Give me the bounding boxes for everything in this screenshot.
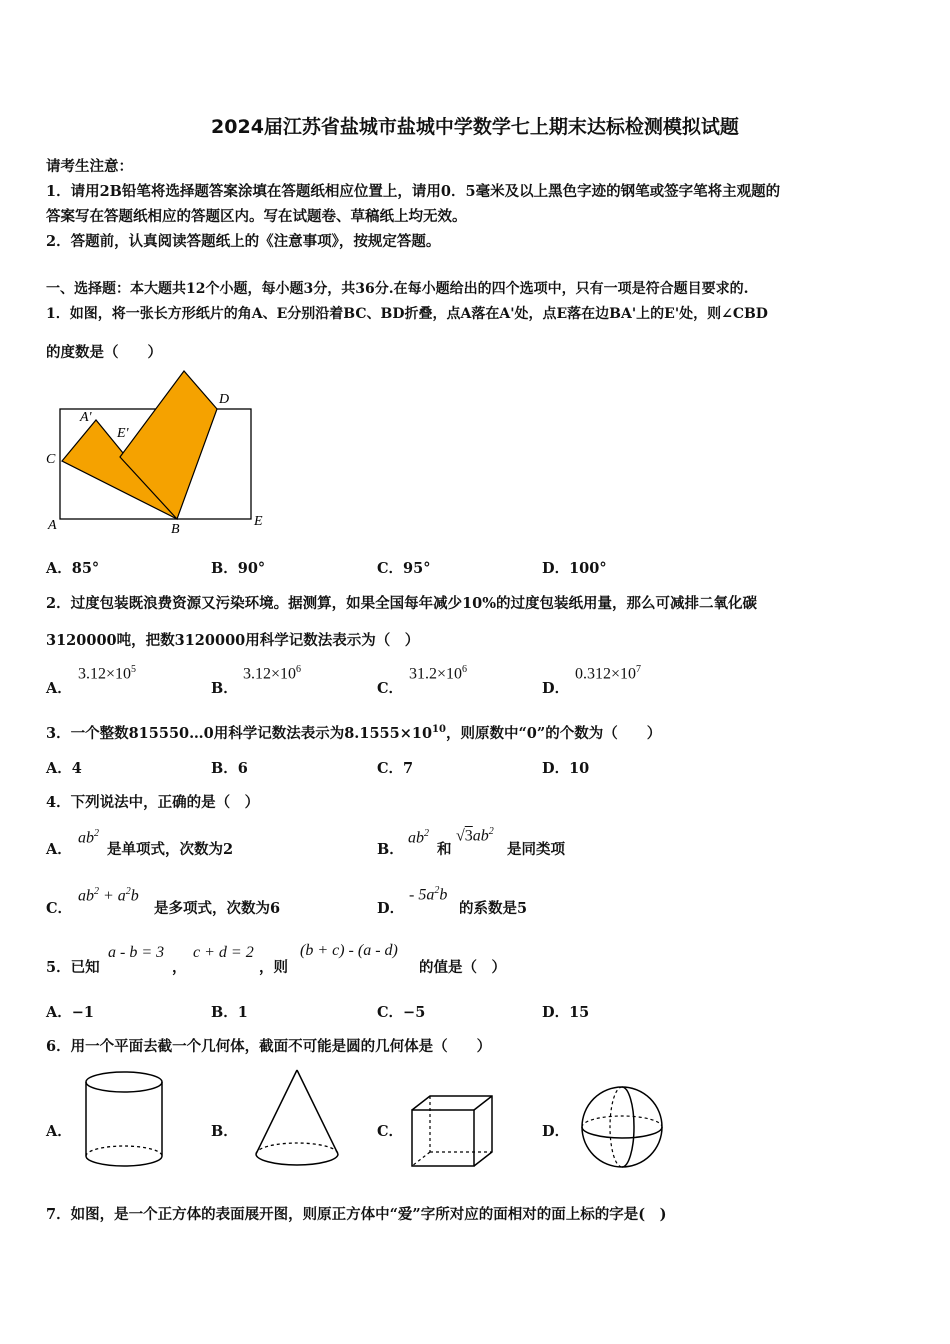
notice-line-2: 答案写在答题纸相应的答题区内。写在试题卷、草稿纸上均无效。 xyxy=(46,208,467,225)
q1-option-c: C．95° xyxy=(377,560,431,577)
q4-option-d-label: D． xyxy=(377,900,405,917)
q4-option-b-and: 和 xyxy=(437,841,452,858)
q3-option-b: B．6 xyxy=(211,760,248,777)
q5-expr-3: (b + c) - (a - d) xyxy=(300,942,398,959)
q2-option-d-value: $0.312\times 10^7$ xyxy=(575,664,642,683)
q6-option-c-label: C． xyxy=(377,1123,404,1140)
notice-heading: 请考生注意： xyxy=(46,158,133,175)
q6-option-d-label: D． xyxy=(542,1123,570,1140)
q4-option-b-label: B． xyxy=(377,841,404,858)
label-e-prime: E' xyxy=(117,426,129,441)
q2-option-c-value: $31.2\times 10^6$ xyxy=(409,664,468,683)
q2-option-b-value: $3.12\times 10^6$ xyxy=(243,664,302,683)
q2-stem-line-1: 2．过度包装既浪费资源又污染环境。据测算，如果全国每年减少10%的过度包装纸用量，那么可减排二氧化碳 xyxy=(46,595,758,612)
q2-option-c-label: C． xyxy=(377,680,404,697)
q2-option-a-label: A． xyxy=(46,680,72,697)
q5-expr-1: a - b = 3 xyxy=(108,944,165,961)
label-e: E xyxy=(254,514,263,529)
q6-stem: 6．用一个平面去截一个几何体，截面不可能是圆的几何体是（ ） xyxy=(46,1038,492,1055)
q4-option-c-math: $ab^2 + a^2b$ xyxy=(78,886,139,905)
q5-then: ，则 xyxy=(259,959,288,976)
q6-option-b-label: B． xyxy=(211,1123,238,1140)
sphere-figure xyxy=(578,1082,668,1172)
q1-stem-line-1: 1．如图，将一张长方形纸片的角A、E分别沿着BC、BD折叠，点A落在A'处，点E落在边BA'上的E'处，则∠CBD xyxy=(46,306,768,322)
q5-option-c: C．−5 xyxy=(377,1004,426,1021)
q4-stem: 4．下列说法中，正确的是（ ） xyxy=(46,794,260,811)
q4-option-b-math-2: $√3ab^2$ xyxy=(456,826,494,845)
notice-line-3: 2．答题前，认真阅读答题纸上的《注意事项》，按规定答题。 xyxy=(46,233,441,250)
q2-option-b-label: B． xyxy=(211,680,238,697)
label-a: A xyxy=(48,518,57,533)
q2-stem-line-2: 3120000吨，把数3120000用科学记数法表示为（ ） xyxy=(46,632,420,649)
q4-option-b-text: 是同类项 xyxy=(507,841,565,858)
section-heading: 一、选择题：本大题共12个小题，每小题3分，共36分.在每小题给出的四个选项中，只有一项是符合题目要求的. xyxy=(46,281,749,297)
page-title: 2024届江苏省盐城市盐城中学数学七上期末达标检测模拟试题 xyxy=(211,116,739,138)
q1-option-b: B．90° xyxy=(211,560,266,577)
q4-option-c-text: 是多项式，次数为6 xyxy=(154,900,281,917)
q4-option-a-text: 是单项式，次数为2 xyxy=(107,841,234,858)
q2-option-d-label: D． xyxy=(542,680,570,697)
q3-stem: 3．一个整数815550…0用科学记数法表示为$8.1555\times 10^{10}$，则原数中“0”的个数为（ ） xyxy=(46,724,662,742)
q4-option-b-math-1: $ab^2$ xyxy=(408,828,429,847)
q5-stem-end: 的值是（ ） xyxy=(419,959,506,976)
q1-option-a: A．85° xyxy=(46,560,100,577)
q3-option-c: C．7 xyxy=(377,760,414,777)
q5-option-a: A．−1 xyxy=(46,1004,94,1021)
q5-expr-2: c + d = 2 xyxy=(193,944,254,961)
q4-option-d-text: 的系数是5 xyxy=(459,900,528,917)
q1-folding-figure xyxy=(40,365,275,540)
q4-option-a-math: $ab^2$ xyxy=(78,828,99,847)
label-a-prime: A' xyxy=(80,410,92,425)
q4-option-a-label: A． xyxy=(46,841,72,858)
cylinder-figure xyxy=(80,1068,170,1172)
q4-option-d-math: - $5a^2b$ xyxy=(409,885,448,904)
q6-option-a-label: A． xyxy=(46,1123,72,1140)
q5-stem-known: 5．已知 xyxy=(46,959,100,976)
cone-figure xyxy=(250,1066,345,1174)
q5-option-d: D．15 xyxy=(542,1004,590,1021)
q3-option-d: D．10 xyxy=(542,760,590,777)
q3-option-a: A．4 xyxy=(46,760,82,777)
notice-line-1: 1．请用2B铅笔将选择题答案涂填在答题纸相应位置上，请用0．5毫米及以上黑色字迹的钢笔或签字笔将主观题的 xyxy=(46,183,781,200)
q1-option-d: D．100° xyxy=(542,560,607,577)
label-b: B xyxy=(171,522,180,537)
q5-option-b: B．1 xyxy=(211,1004,248,1021)
label-c: C xyxy=(46,452,56,467)
q4-option-c-label: C． xyxy=(46,900,73,917)
q5-comma: ， xyxy=(172,959,187,976)
q1-stem-line-2: 的度数是（ ） xyxy=(46,344,162,361)
q7-stem: 7．如图，是一个正方体的表面展开图，则原正方体中“爱”字所对应的面相对的面上标的字是( ) xyxy=(46,1206,667,1223)
label-d: D xyxy=(219,392,230,407)
cube-figure xyxy=(408,1094,498,1170)
q2-option-a-value: $3.12\times 10^5$ xyxy=(78,664,137,683)
